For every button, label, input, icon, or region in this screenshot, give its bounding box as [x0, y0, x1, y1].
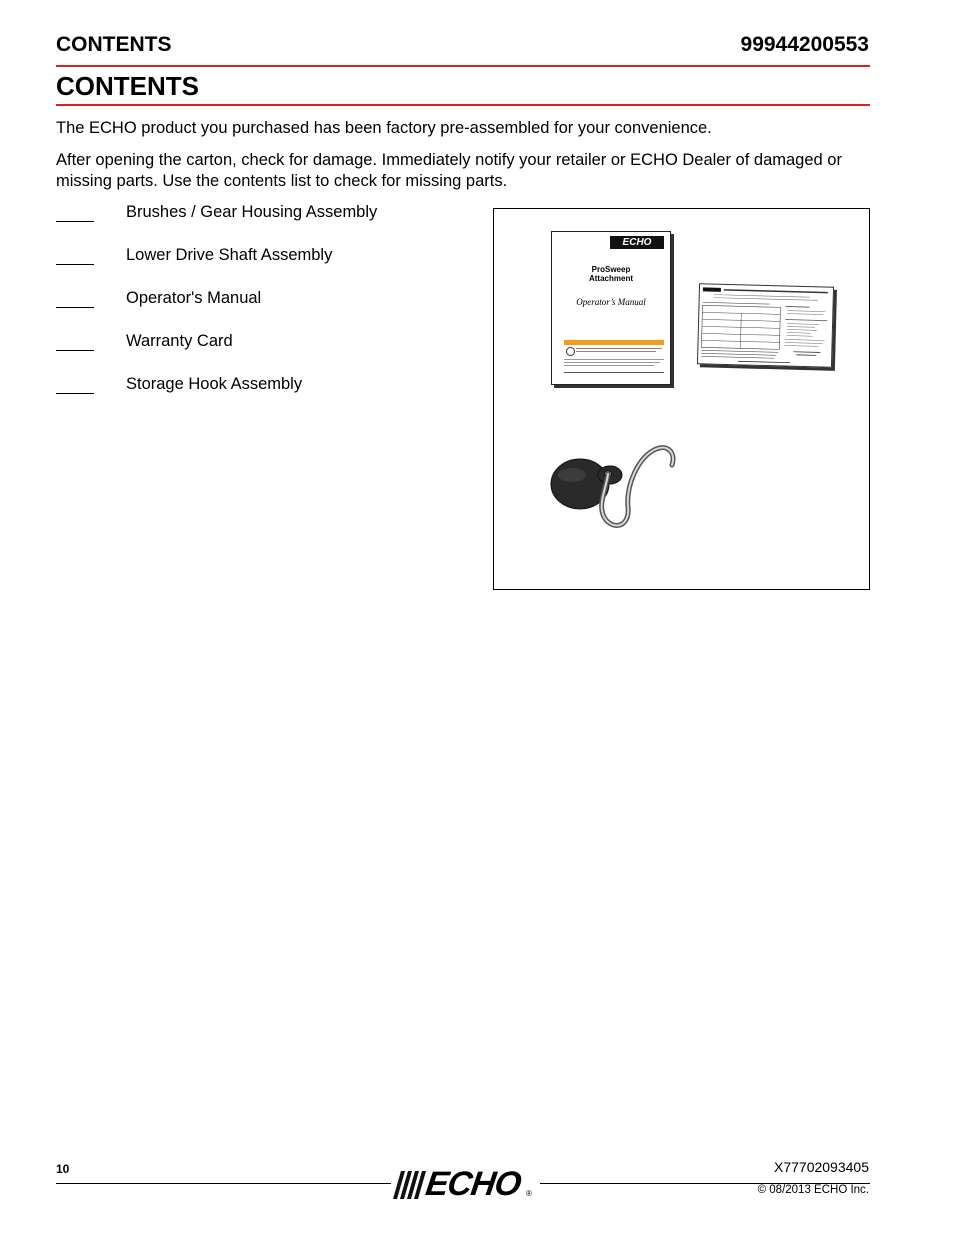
warranty-card-image [697, 283, 834, 368]
manual-subtitle: Operator’s Manual [576, 297, 646, 307]
header-part-number: 99944200553 [740, 33, 869, 56]
copyright: © 08/2013 ECHO Inc. [757, 1184, 869, 1196]
header-left: CONTENTS [56, 33, 172, 56]
registered-mark: ® [526, 1189, 532, 1198]
manual-product-line: Attachment [588, 274, 633, 283]
check-blank [56, 376, 94, 394]
header-rule [56, 65, 870, 67]
item-label: Warranty Card [126, 332, 233, 350]
item-label: Operator's Manual [126, 289, 262, 307]
checklist-item [56, 246, 332, 265]
check-blank [56, 204, 94, 222]
checklist-item [56, 375, 302, 394]
fine-print-line [564, 365, 654, 366]
warning-icon [566, 347, 575, 356]
item-label: Storage Hook Assembly [126, 375, 303, 393]
fine-print-line [576, 348, 662, 349]
checklist-item [56, 332, 233, 351]
title-rule [56, 104, 870, 106]
checklist-item [56, 289, 261, 308]
manual-product-name [552, 265, 670, 283]
warning-bar [564, 340, 664, 345]
instructions-paragraph: After opening the carton, check for damage. Immediately notify your retailer or ECHO Dealer of damaged or missing parts. Use the contents list to check for missing parts. [56, 151, 842, 190]
item-label: Lower Drive Shaft Assembly [126, 246, 333, 264]
check-blank [56, 290, 94, 308]
echo-logo: ECHO [610, 236, 664, 249]
check-blank [56, 333, 94, 351]
footer-rule-left [56, 1183, 391, 1184]
item-label: Brushes / Gear Housing Assembly [126, 203, 378, 221]
manual-product-line: ProSweep [591, 265, 631, 274]
storage-hook-image [548, 435, 688, 535]
fine-print-line [576, 351, 656, 352]
operators-manual-image [551, 231, 671, 385]
fine-print-line [564, 359, 664, 360]
check-blank [56, 247, 94, 265]
logo-text: ECHO [423, 1165, 523, 1203]
fine-print-line [564, 372, 664, 373]
document-code: X77702093405 [774, 1159, 869, 1175]
page-title: CONTENTS [56, 71, 199, 101]
checklist-item [56, 203, 377, 222]
page-number: 10 [56, 1162, 70, 1176]
intro-paragraph: The ECHO product you purchased has been factory pre-assembled for your convenience. [56, 119, 712, 137]
echo-footer-logo [393, 1165, 535, 1203]
warranty-card-form [698, 284, 833, 366]
fine-print-line [564, 362, 660, 363]
